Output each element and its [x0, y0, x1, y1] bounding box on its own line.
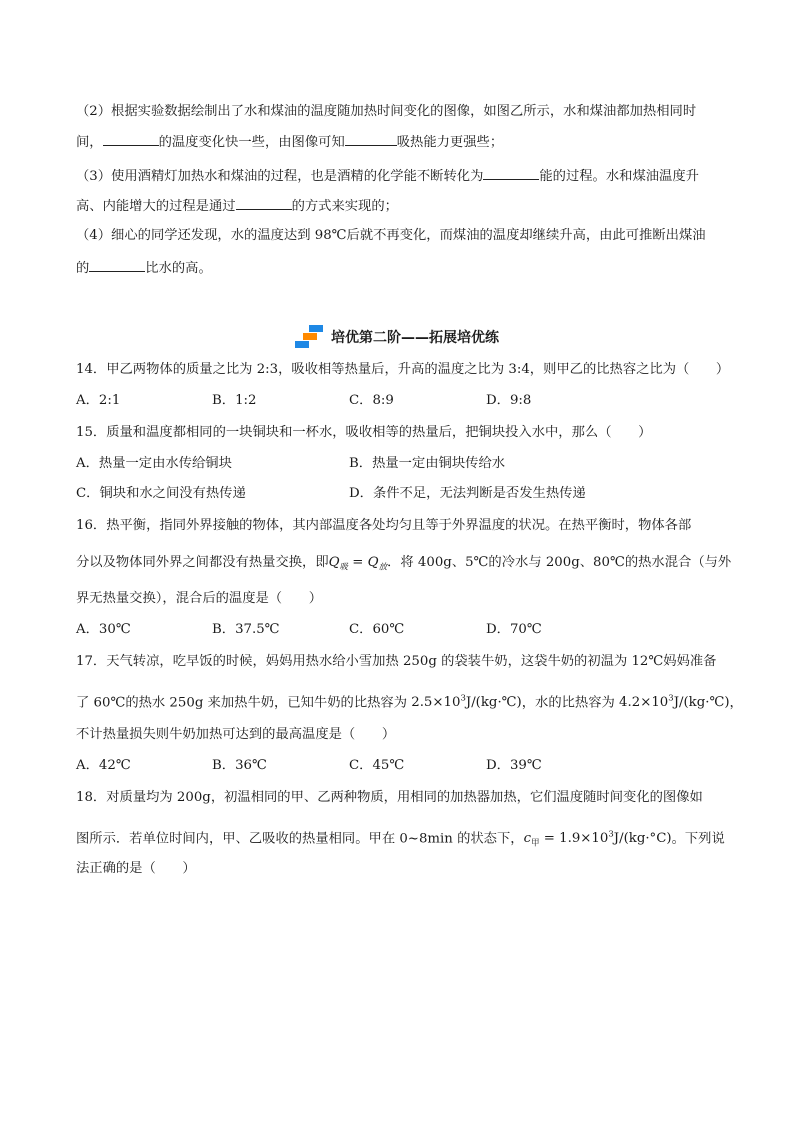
answer-blank[interactable]: [89, 257, 145, 272]
q17-option-c[interactable]: C．45℃: [349, 758, 405, 773]
answer-blank[interactable]: [345, 131, 397, 146]
q15-option-d[interactable]: D．条件不足，无法判断是否发生热传递: [349, 486, 586, 501]
heat-balance-formula: $Q_吸 = Q_放$: [328, 555, 388, 573]
answer-blank[interactable]: [236, 195, 292, 210]
q17-option-d[interactable]: D．39℃: [486, 758, 542, 773]
stairs-icon: [295, 325, 325, 349]
q13-part2-line2: 间， 的温度变化快一些，由图像可知 吸热能力更强些；: [76, 131, 724, 151]
milk-specific-heat: $2.5\times 10^3J/(kg\cdot℃)$: [411, 694, 522, 711]
question-16-line3: 界无热量交换），混合后的温度是（ ）: [76, 591, 322, 606]
q14-option-d[interactable]: D．9:8: [486, 393, 532, 408]
q13-part2-line1: （2）根据实验数据绘制出了水和煤油的温度随加热时间变化的图像，如图乙所示，水和煤油都加热相同时: [76, 104, 697, 119]
q15-option-a[interactable]: A．热量一定由水传给铜块: [76, 456, 232, 471]
answer-blank[interactable]: [103, 131, 159, 146]
specific-heat-formula: $c_甲 = 1.9\times 10^3J/(kg\cdot^\circ C)$: [523, 830, 672, 850]
q16-option-d[interactable]: D．70℃: [486, 622, 542, 637]
question-16-line2: 分以及物体同外界之间都没有热量交换，即$Q_吸 = Q_放$．将 400g、5℃的冷水与 200g、80℃的热水混合（与外: [76, 555, 732, 573]
q14-option-c[interactable]: C．8:9: [349, 393, 394, 408]
question-17-line1: 17．天气转凉，吃早饭的时候，妈妈用热水给小雪加热 250g 的袋装牛奶，这袋牛奶的初温为 12℃妈妈准备: [76, 654, 717, 669]
q13-part4-line1: （4）细心的同学还发现，水的温度达到 98℃后就不再变化，而煤油的温度却继续升高，由此可推断出煤油: [76, 228, 706, 243]
section-title: 培优第二阶——拓展培优练: [331, 330, 499, 346]
question-18-line3: 法正确的是（ ）: [76, 861, 196, 876]
water-specific-heat: $4.2\times 10^3J/(kg\cdot℃)$: [619, 694, 730, 711]
q16-option-b[interactable]: B．37.5℃: [212, 622, 280, 637]
q15-option-c[interactable]: C．铜块和水之间没有热传递: [76, 486, 246, 501]
question-14-stem: 14．甲乙两物体的质量之比为 2:3，吸收相等热量后，升高的温度之比为 3:4，则甲乙的比热容之比为（ ）: [76, 362, 730, 377]
q16-option-c[interactable]: C．60℃: [349, 622, 405, 637]
q17-option-b[interactable]: B．36℃: [212, 758, 267, 773]
q14-option-a[interactable]: A．2:1: [76, 393, 121, 408]
q16-option-a[interactable]: A．30℃: [76, 622, 131, 637]
q13-part4-line2: 的 比水的高。: [76, 257, 724, 277]
q13-part3-line1: （3）使用酒精灯加热水和煤油的过程，也是酒精的化学能不断转化为 能的过程。水和煤油温度升: [76, 165, 724, 185]
question-17-line2: 了 60℃的热水 250g 来加热牛奶，已知牛奶的比热容为 $2.5\times 10^3J/(kg\cdot℃)$，水的比热容为 $4.2\times 10^3J/(kg\cdot℃)$，: [76, 694, 743, 711]
section-heading: [0, 324, 794, 350]
q17-option-a[interactable]: A．42℃: [76, 758, 131, 773]
answer-blank[interactable]: [483, 165, 539, 180]
question-18-line1: 18．对质量均为 200g，初温相同的甲、乙两种物质，用相同的加热器加热，它们温度随时间变化的图像如: [76, 790, 703, 805]
q15-option-b[interactable]: B．热量一定由铜块传给水: [349, 456, 506, 471]
question-18-line2: 图所示．若单位时间内，甲、乙吸收的热量相同。甲在 0~8min 的状态下，$c_甲 = 1.9\times 10^3J/(kg\cdot^\circ C)$。下列说: [76, 830, 725, 850]
question-17-line3: 不计热量损失则牛奶加热可达到的最高温度是（ ）: [76, 727, 396, 742]
q13-part3-line2: 高、内能增大的过程是通过 的方式来实现的；: [76, 195, 724, 215]
question-16-line1: 16．热平衡，指同外界接触的物体，其内部温度各处均匀且等于外界温度的状况。在热平衡时，物体各部: [76, 518, 692, 533]
question-15-stem: 15．质量和温度都相同的一块铜块和一杯水，吸收相等的热量后，把铜块投入水中，那么（ ）: [76, 425, 652, 440]
q14-option-b[interactable]: B．1:2: [212, 393, 257, 408]
